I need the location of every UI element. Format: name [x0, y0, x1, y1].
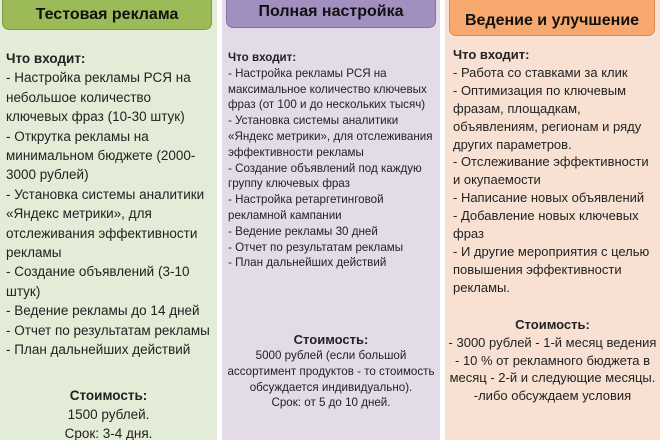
column-header: Полная настройка [226, 0, 436, 28]
includes-list [453, 46, 658, 297]
price-block [445, 316, 660, 405]
price-line: -либо обсуждаем условия [473, 388, 632, 404]
includes-list [6, 49, 214, 360]
term-line: Срок: от 5 до 10 дней. [271, 396, 391, 410]
list-item: - Отчет по результатам рекламы [228, 240, 404, 254]
price-title: Стоимость: [293, 332, 369, 347]
price-line: - 10 % от рекламного бюджета в месяц - 2-й и следующие месяцы. [449, 352, 656, 386]
list-item: - Отчет по результатам рекламы [6, 322, 210, 338]
price-title: Стоимость: [69, 388, 148, 403]
list-item: - И другие мероприятия с целью повышения эффективности рекламы. [453, 243, 650, 295]
column-header: Тестовая реклама [2, 0, 212, 30]
price-line: - 3000 рублей - 1-й месяц ведения [448, 334, 657, 350]
includes-list [228, 50, 436, 271]
term-line: Срок: 3-4 дня. [64, 426, 153, 440]
price-block [222, 331, 440, 411]
list-item: - Работа со ставками за клик [453, 64, 628, 80]
list-item: - Настройка рекламы РСЯ на максимальное количество ключевых фраз (от 100 и до нескольких тысяч) [228, 66, 427, 112]
column-test-ads [0, 0, 217, 440]
list-item: - Установка системы аналитики «Яндекс метрики», для отслеживания эффективности рекламы [6, 186, 205, 261]
list-item: - Ведение рекламы до 14 дней [6, 303, 200, 319]
list-item: - План дальнейших действий [6, 342, 191, 358]
price-line: 1500 рублей. [67, 407, 150, 422]
column-header: Ведение и улучшение [449, 0, 655, 36]
list-item: - Оптимизация по ключевым фразам, площадкам, объявлениям, регионам и ряду других параметров. [453, 82, 642, 152]
list-item: - Настройка рекламы РСЯ на небольшое количество ключевых фраз (10-30 штук) [6, 70, 191, 125]
list-item: - Отслеживание эффективности и окупаемости [453, 154, 649, 188]
list-item: - Создание объявлений (3-10 штук) [6, 264, 190, 299]
includes-label: Что входит: [6, 51, 86, 66]
list-item: - Установка системы аналитики «Яндекс метрики», для отслеживания эффективности рекламы [228, 114, 433, 159]
list-item: - Настройка ретаргетинговой рекламной кампании [228, 193, 384, 222]
list-item: - План дальнейших действий [228, 256, 387, 270]
list-item: - Создание объявлений под каждую группу ключевых фраз [228, 161, 422, 191]
list-item: - Написание новых объявлений [453, 190, 645, 206]
list-item: - Добавление новых ключевых фраз [453, 208, 639, 242]
includes-label: Что входит: [453, 47, 530, 62]
price-line: 5000 рублей (если большой ассортимент продуктов - то стоимость обсуждается индивидуально). [227, 349, 435, 394]
price-title: Стоимость: [515, 317, 590, 332]
list-item: - Ведение рекламы 30 дней [228, 224, 378, 238]
column-full-setup [222, 0, 440, 440]
price-block [0, 386, 217, 440]
column-management [445, 0, 660, 440]
includes-label: Что входит: [228, 51, 297, 64]
list-item: - Открутка рекламы на минимальном бюджете (2000-3000 рублей) [6, 128, 196, 183]
